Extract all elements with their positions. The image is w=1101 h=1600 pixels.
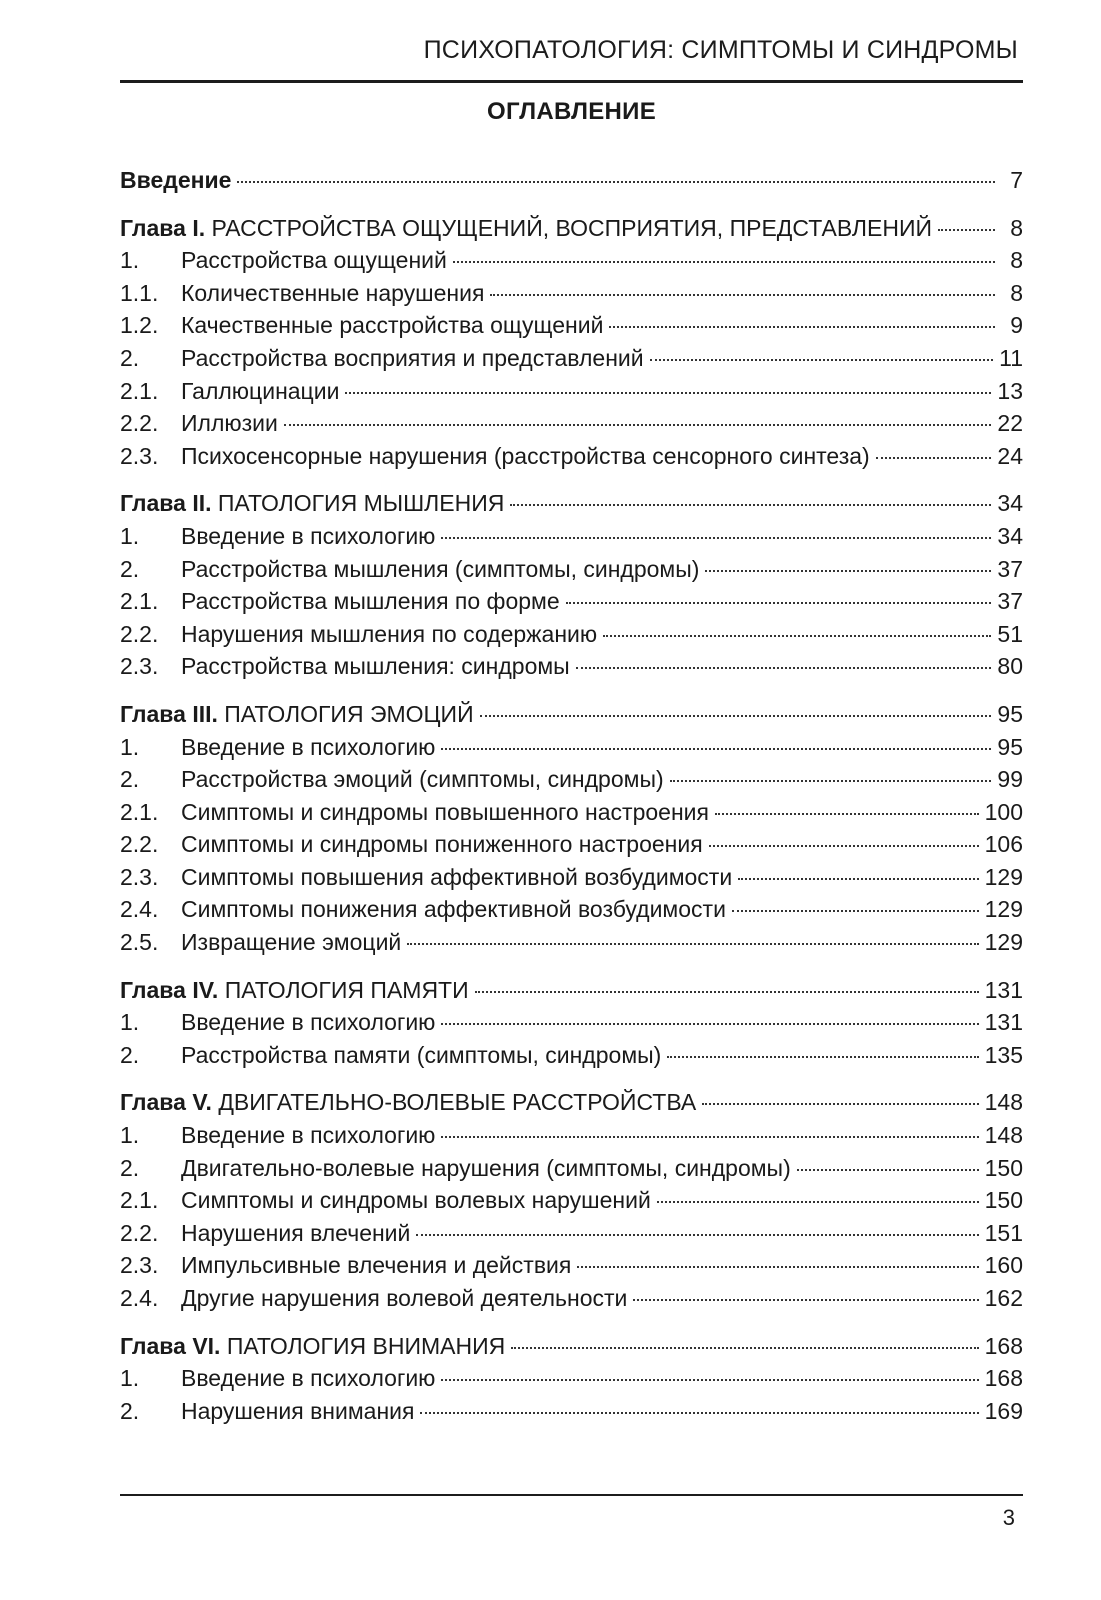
toc-page-number: 129 [984, 863, 1023, 890]
toc-section-entry[interactable] [120, 440, 1023, 473]
toc-title: ОГЛАВЛЕНИЕ [486, 98, 657, 125]
toc-section-entry[interactable] [120, 828, 1023, 861]
toc-section-entry[interactable] [120, 763, 1023, 796]
toc-section-title: Симптомы понижения аффективной возбудимости [181, 896, 726, 923]
toc-chapter-name: ПАТОЛОГИЯ ЭМОЦИЙ [224, 700, 474, 727]
toc-page-number: 34 [997, 522, 1023, 549]
toc-page-number: 95 [997, 733, 1023, 760]
dot-leader [441, 1136, 978, 1138]
toc-section-title: Расстройства мышления (симптомы, синдромы) [181, 555, 700, 582]
toc-section-number: 1. [120, 1122, 140, 1149]
toc-chapter-title [120, 1330, 505, 1363]
toc-page-number: 9 [1010, 312, 1023, 339]
dot-leader [284, 424, 992, 426]
table-of-contents [120, 164, 1023, 1427]
dot-leader [797, 1169, 979, 1171]
toc-page-number: 100 [984, 798, 1023, 825]
toc-page-number: 24 [997, 442, 1023, 469]
toc-section-entry[interactable] [120, 585, 1023, 618]
dot-leader [566, 602, 992, 604]
toc-section-title: Введение в психологию [181, 733, 436, 760]
toc-intro-title: Введение [120, 167, 232, 193]
toc-page-number: 135 [984, 1041, 1023, 1068]
toc-section-entry[interactable] [120, 926, 1023, 959]
toc-chapter-title [120, 974, 469, 1007]
toc-section-number: 2.3. [120, 653, 159, 680]
dot-leader [407, 943, 978, 945]
dot-leader [511, 1347, 978, 1349]
toc-section-number: 1.1. [120, 279, 159, 306]
toc-section-entry[interactable] [120, 244, 1023, 277]
toc-chapter-name: ПАТОЛОГИЯ МЫШЛЕНИЯ [217, 490, 505, 517]
toc-section-title: Иллюзии [181, 410, 278, 437]
dot-leader [576, 667, 992, 669]
toc-page-number: 37 [997, 588, 1023, 615]
toc-section-title: Введение в психологию [181, 1365, 436, 1392]
toc-chapter-entry[interactable] [120, 212, 1023, 245]
toc-section-number: 2.1. [120, 798, 159, 825]
toc-section-number: 2.2. [120, 831, 159, 858]
toc-section-entry[interactable] [120, 861, 1023, 894]
toc-section-entry[interactable] [120, 407, 1023, 440]
toc-page-number: 51 [997, 620, 1023, 647]
toc-page-number: 160 [984, 1252, 1023, 1279]
toc-page-number: 11 [999, 344, 1023, 371]
toc-page-number: 168 [984, 1365, 1023, 1392]
toc-page-number: 131 [984, 976, 1023, 1003]
toc-chapter-title [120, 212, 932, 245]
toc-section-title: Импульсивные влечения и действия [181, 1252, 572, 1279]
toc-section-title: Введение в психологию [181, 522, 436, 549]
toc-section-number: 1. [120, 1365, 140, 1392]
toc-chapter-label: Глава II. [120, 490, 212, 517]
toc-chapter-label: Глава III. [120, 700, 218, 727]
dot-leader [441, 1379, 978, 1381]
toc-section-number: 2.4. [120, 1285, 159, 1311]
dot-leader [650, 359, 994, 361]
toc-chapter-label: Глава V. [120, 1089, 212, 1116]
toc-section-entry[interactable] [120, 1395, 1023, 1428]
toc-chapter-name: ДВИГАТЕЛЬНО-ВОЛЕВЫЕ РАССТРОЙСТВА [218, 1089, 697, 1116]
toc-section-number: 2. [120, 344, 140, 371]
dot-leader [490, 294, 995, 296]
toc-section-number: 1. [120, 1009, 140, 1036]
toc-page-number: 8 [1010, 214, 1023, 241]
toc-chapter-entry[interactable] [120, 1330, 1023, 1363]
toc-chapter-title [120, 1086, 696, 1119]
toc-section-entry[interactable] [120, 1184, 1023, 1217]
toc-page-number: 13 [997, 377, 1023, 404]
toc-chapter-title [120, 698, 474, 731]
toc-section-title: Качественные расстройства ощущений [181, 312, 604, 339]
toc-section-number: 2.3. [120, 442, 159, 469]
toc-section-title: Нарушения внимания [181, 1397, 415, 1424]
toc-section-title: Симптомы и синдромы волевых нарушений [181, 1187, 651, 1214]
toc-chapter-entry[interactable] [120, 487, 1023, 520]
toc-section-title: Нарушения влечений [181, 1219, 411, 1246]
toc-page-number: 150 [984, 1187, 1023, 1214]
toc-section-entry[interactable] [120, 309, 1023, 342]
toc-intro-entry[interactable] [120, 164, 1023, 197]
toc-page-number: 150 [984, 1154, 1023, 1181]
dot-leader [420, 1412, 978, 1414]
dot-leader [876, 457, 992, 459]
toc-section-title: Двигательно-волевые нарушения (симптомы, синдромы) [181, 1154, 791, 1181]
toc-page-number: 129 [984, 929, 1023, 956]
toc-section-entry[interactable] [120, 1119, 1023, 1152]
dot-leader [705, 570, 991, 572]
toc-page-number: 148 [984, 1122, 1023, 1149]
toc-section-number: 2. [120, 1397, 140, 1424]
toc-chapter-name: ПАТОЛОГИЯ ПАМЯТИ [224, 976, 469, 1003]
toc-section-number: 2.4. [120, 896, 159, 923]
toc-page-number: 34 [997, 490, 1023, 517]
toc-section-number: 2.5. [120, 929, 159, 956]
toc-page-number: 22 [997, 410, 1023, 437]
dot-leader [609, 326, 995, 328]
page-number: 3 [1002, 1505, 1015, 1530]
dot-leader [441, 748, 991, 750]
toc-section-entry[interactable] [120, 342, 1023, 375]
toc-section-number: 1. [120, 247, 140, 274]
toc-section-title: Введение в психологию [181, 1122, 436, 1149]
dot-leader [657, 1201, 979, 1203]
toc-section-number: 2.2. [120, 410, 159, 437]
toc-page-number: 106 [984, 831, 1023, 858]
dot-leader [510, 504, 991, 506]
toc-section-title: Симптомы и синдромы пониженного настроения [181, 831, 703, 858]
dot-leader [702, 1103, 978, 1105]
toc-section-title: Симптомы и синдромы повышенного настроения [181, 798, 709, 825]
toc-chapter-entry[interactable] [120, 698, 1023, 731]
toc-section-entry[interactable] [120, 277, 1023, 310]
toc-section-entry[interactable] [120, 650, 1023, 683]
dot-leader [732, 910, 979, 912]
toc-section-entry[interactable] [120, 520, 1023, 553]
toc-page-number: 80 [997, 653, 1023, 680]
toc-section-title: Расстройства восприятия и представлений [181, 344, 644, 371]
dot-leader [709, 845, 979, 847]
toc-section-title: Расстройства эмоций (симптомы, синдромы) [181, 766, 664, 793]
dot-leader [667, 1056, 978, 1058]
dot-leader [416, 1234, 978, 1236]
toc-section-number: 2.1. [120, 1187, 159, 1214]
toc-chapter-label: Глава IV. [120, 976, 219, 1003]
toc-page-number: 168 [984, 1332, 1023, 1359]
toc-chapter-entry[interactable] [120, 1086, 1023, 1119]
dot-leader [715, 813, 979, 815]
toc-section-number: 2. [120, 1154, 140, 1181]
dot-leader [633, 1299, 978, 1301]
toc-section-title: Извращение эмоций [181, 929, 402, 956]
toc-section-number: 1.2. [120, 312, 159, 339]
running-head: ПСИХОПАТОЛОГИЯ: СИМПТОМЫ И СИНДРОМЫ [423, 36, 1018, 64]
toc-page-number: 151 [984, 1219, 1023, 1246]
toc-section-entry[interactable] [120, 1282, 1023, 1315]
footer-rule [120, 1494, 1023, 1496]
dot-leader [237, 181, 995, 183]
dot-leader [441, 1023, 978, 1025]
toc-page-number: 169 [984, 1397, 1023, 1424]
toc-section-number: 2.3. [120, 863, 159, 890]
dot-leader [670, 780, 992, 782]
toc-page-number: 8 [1010, 247, 1023, 274]
toc-section-entry[interactable] [120, 796, 1023, 829]
dot-leader [938, 229, 995, 231]
toc-section-title: Симптомы повышения аффективной возбудимости [181, 863, 733, 890]
toc-page-number: 131 [984, 1009, 1023, 1036]
toc-section-number: 2. [120, 766, 140, 793]
toc-section-entry[interactable] [120, 375, 1023, 408]
toc-chapter-title [120, 487, 504, 520]
toc-section-number: 2. [120, 555, 140, 582]
toc-section-number: 2.2. [120, 620, 159, 647]
dot-leader [475, 991, 979, 993]
dot-leader [480, 715, 992, 717]
toc-chapter-name: ПАТОЛОГИЯ ВНИМАНИЯ [226, 1332, 506, 1359]
toc-section-entry[interactable] [120, 1249, 1023, 1282]
dot-leader [577, 1266, 978, 1268]
toc-section-number: 2.2. [120, 1219, 159, 1246]
toc-section-title: Нарушения мышления по содержанию [181, 620, 598, 647]
toc-section-entry[interactable] [120, 1006, 1023, 1039]
toc-page-number: 99 [997, 766, 1023, 793]
toc-page-number: 8 [1010, 279, 1023, 306]
toc-page-number: 95 [997, 700, 1023, 727]
toc-section-number: 1. [120, 522, 140, 549]
toc-page-number: 148 [984, 1089, 1023, 1116]
toc-section-title: Другие нарушения волевой деятельности [181, 1285, 628, 1311]
dot-leader [738, 878, 978, 880]
toc-section-number: 2.1. [120, 377, 159, 404]
toc-section-entry[interactable] [120, 731, 1023, 764]
toc-section-title: Количественные нарушения [181, 279, 485, 306]
toc-section-number: 2. [120, 1041, 140, 1068]
toc-section-entry[interactable] [120, 553, 1023, 586]
toc-section-title: Расстройства мышления по форме [181, 588, 560, 615]
toc-section-title: Галлюцинации [181, 377, 340, 404]
toc-chapter-entry[interactable] [120, 974, 1023, 1007]
toc-section-title: Расстройства мышления: синдромы [181, 653, 570, 680]
toc-section-number: 1. [120, 733, 140, 760]
toc-section-entry[interactable] [120, 618, 1023, 651]
toc-section-title: Введение в психологию [181, 1009, 436, 1036]
toc-section-entry[interactable] [120, 1217, 1023, 1250]
toc-section-entry[interactable] [120, 1152, 1023, 1185]
dot-leader [603, 635, 991, 637]
dot-leader [345, 392, 991, 394]
toc-section-title: Психосенсорные нарушения (расстройства сенсорного синтеза) [181, 442, 870, 469]
dot-leader [441, 537, 991, 539]
toc-section-entry[interactable] [120, 893, 1023, 926]
toc-section-number: 2.1. [120, 588, 159, 615]
toc-chapter-label: Глава VI. [120, 1332, 221, 1359]
dot-leader [453, 261, 995, 263]
toc-chapter-name: РАССТРОЙСТВА ОЩУЩЕНИЙ, ВОСПРИЯТИЯ, ПРЕДСТАВЛЕНИЙ [211, 214, 933, 241]
toc-section-entry[interactable] [120, 1039, 1023, 1072]
toc-section-number: 2.3. [120, 1252, 159, 1279]
toc-page-number: 37 [997, 555, 1023, 582]
toc-section-entry[interactable] [120, 1362, 1023, 1395]
toc-page-number: 7 [1010, 167, 1023, 193]
toc-page-number: 129 [984, 896, 1023, 923]
toc-page-number: 162 [984, 1285, 1023, 1311]
toc-chapter-label: Глава I. [120, 214, 206, 241]
toc-section-title: Расстройства ощущений [181, 247, 447, 274]
toc-section-title: Расстройства памяти (симптомы, синдромы) [181, 1041, 662, 1068]
header-rule [120, 80, 1023, 83]
